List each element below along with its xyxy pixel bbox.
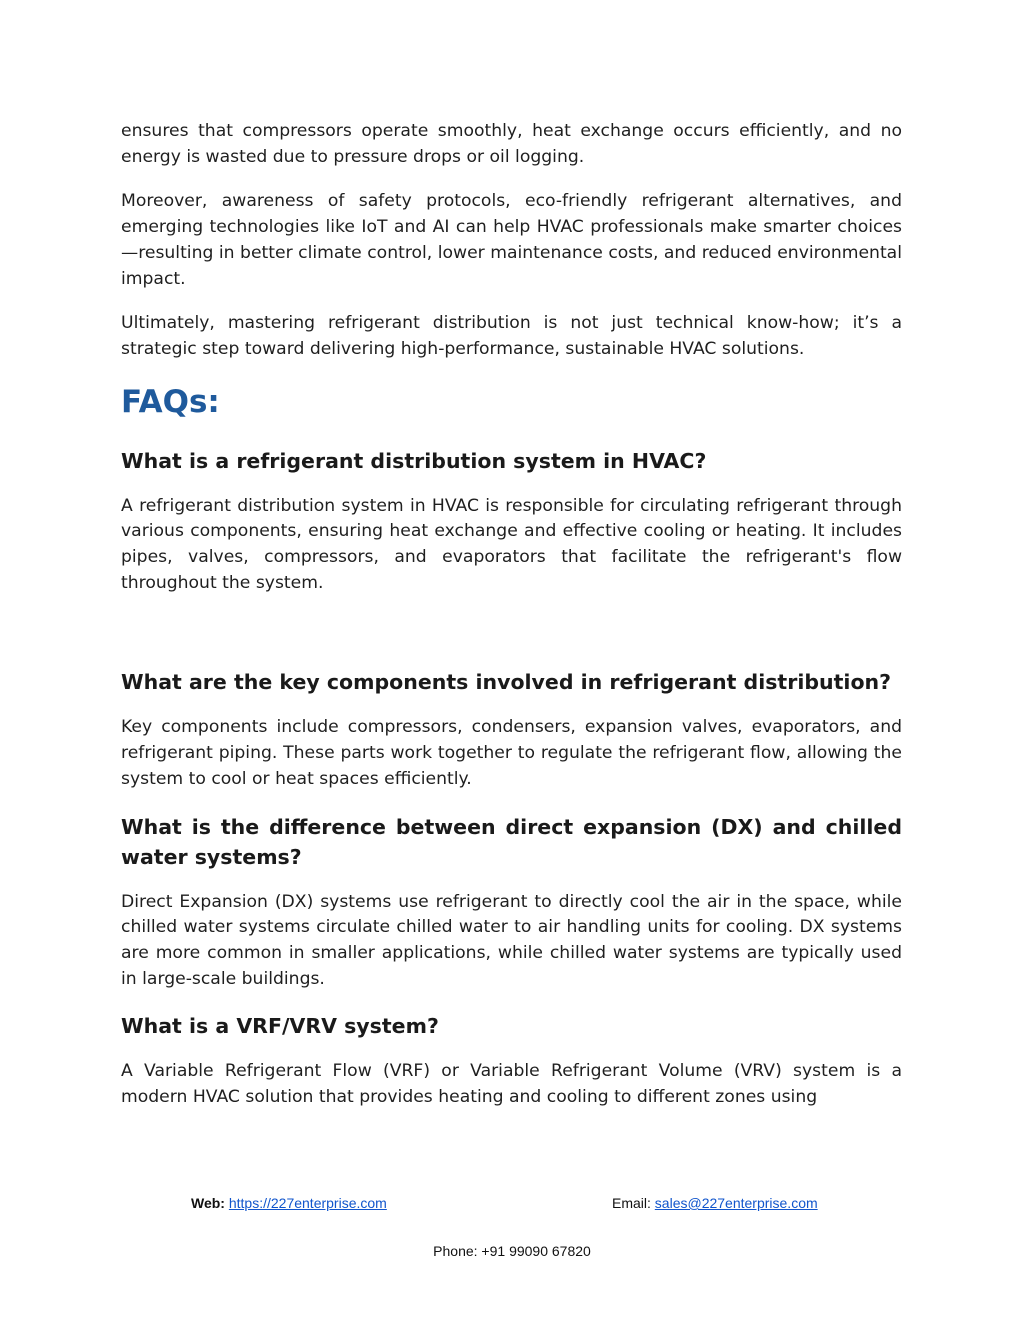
footer-phone: Phone: +91 99090 67820 <box>433 1243 591 1259</box>
footer-email-label: Email: <box>612 1195 655 1211</box>
faq-answer: A Variable Refrigerant Flow (VRF) or Variable Refrigerant Volume (VRV) system is a modern HVAC solution that provides heating and cooling to different zones using <box>121 1061 902 1108</box>
faq-question: What is the difference between direct expansion (DX) and chilled water systems? <box>121 814 902 869</box>
footer-web <box>191 1195 387 1211</box>
footer-email <box>612 1195 818 1211</box>
paragraph: ensures that compressors operate smoothly, heat exchange occurs efficiently, and no energy is wasted due to pressure drops or oil logging. <box>121 121 902 167</box>
spacer <box>121 615 902 667</box>
document-body <box>121 119 902 1111</box>
faq-answer: A refrigerant distribution system in HVAC is responsible for circulating refrigerant through various components, ensuring heat exchange and effective cooling or heating. It includes pipes, valves, compressors, and evaporators that facilitate the refrigerant's flow throughout the system. <box>121 495 902 593</box>
paragraph: Ultimately, mastering refrigerant distribution is not just technical know-how; it’s a strategic step toward delivering high-performance, sustainable HVAC solutions. <box>121 313 902 359</box>
faq-answer: Direct Expansion (DX) systems use refrigerant to directly cool the air in the space, while chilled water systems circulate chilled water to air handling units for cooling. DX systems are more common in smaller applications, while chilled water systems are typically used in large-scale buildings. <box>121 891 902 989</box>
faq-question: What is a refrigerant distribution system in HVAC? <box>121 448 707 473</box>
faq-answer: Key components include compressors, condensers, expansion valves, evaporators, and refrigerant piping. These parts work together to regulate the refrigerant flow, allowing the system to cool or heat spaces efficiently. <box>121 717 902 789</box>
paragraph: Moreover, awareness of safety protocols, eco-friendly refrigerant alternatives, and emerging technologies like IoT and AI can help HVAC professionals make smarter choices—resulting in better climate control, lower maintenance costs, and reduced environmental impact. <box>121 191 902 289</box>
faq-heading: FAQs: <box>121 383 220 420</box>
email-link[interactable]: sales@227enterprise.com <box>654 1195 818 1211</box>
website-link[interactable]: https://227enterprise.com <box>228 1195 387 1211</box>
footer-web-label: Web: <box>191 1195 229 1211</box>
faq-question: What are the key components involved in refrigerant distribution? <box>121 670 892 695</box>
faq-question: What is a VRF/VRV system? <box>121 1014 439 1039</box>
